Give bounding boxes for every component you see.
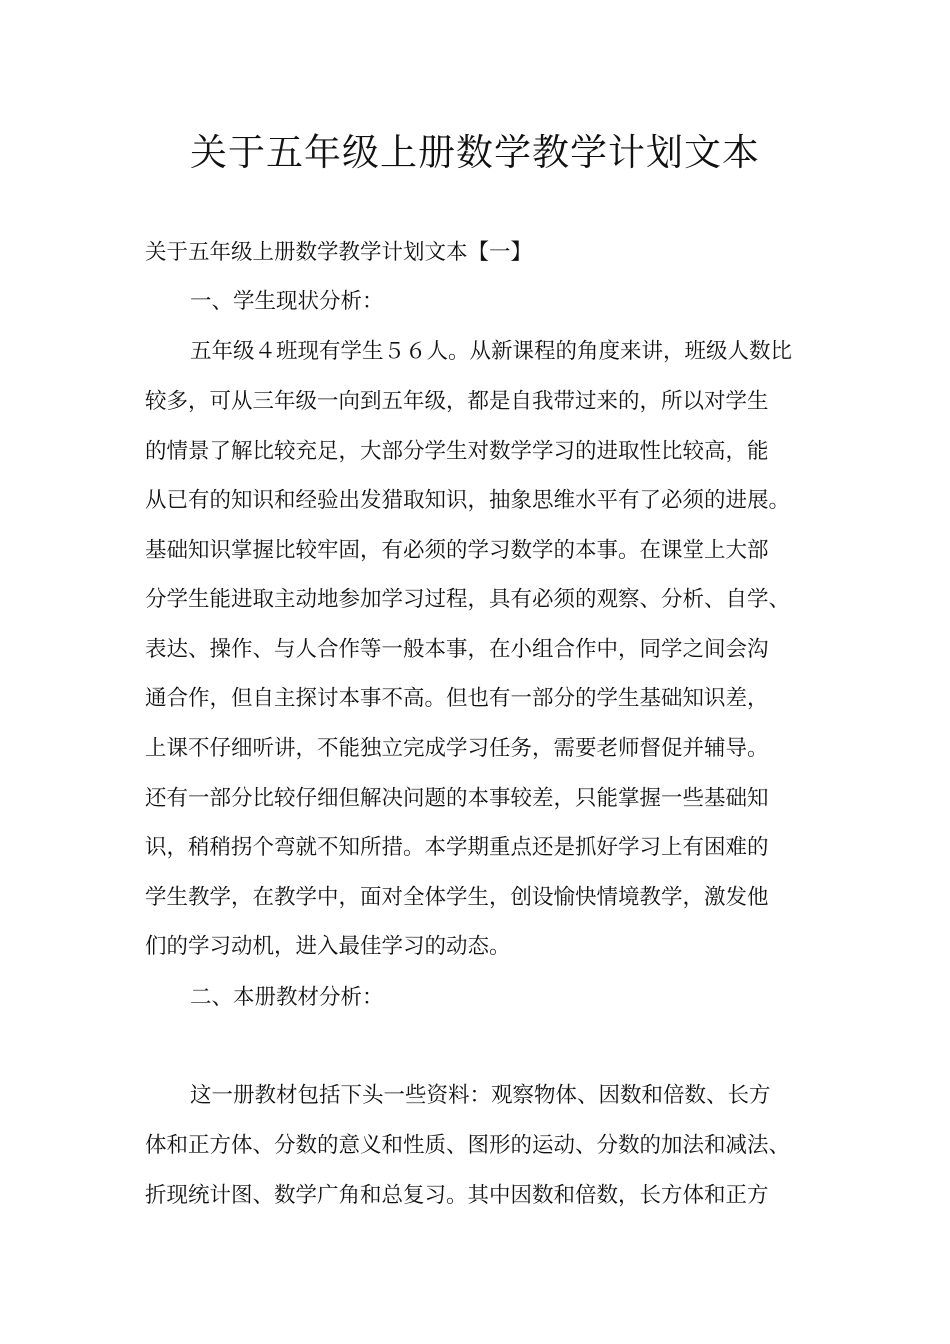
paragraph-line: 基础知识掌握比较牢固，有必须的学习数学的本事。在课堂上大部 bbox=[145, 538, 769, 563]
paragraph-line: 分学生能进取主动地参加学习过程，具有必须的观察、分析、自学、 bbox=[145, 587, 791, 612]
paragraph-line: 还有一部分比较仔细但解决问题的本事较差，只能掌握一些基础知 bbox=[145, 786, 769, 811]
paragraph-line: 折现统计图、数学广角和总复习。其中因数和倍数，长方体和正方 bbox=[145, 1183, 769, 1208]
paragraph-line: 体和正方体、分数的意义和性质、图形的运动、分数的加法和减法、 bbox=[145, 1133, 791, 1158]
paragraph-line: 的情景了解比较充足，大部分学生对数学学习的进取性比较高，能 bbox=[145, 439, 769, 464]
paragraph-line: 识，稍稍拐个弯就不知所措。本学期重点还是抓好学习上有困难的 bbox=[145, 835, 769, 860]
paragraph-line: 们的学习动机，进入最佳学习的动态。 bbox=[145, 934, 511, 959]
paragraph-line: 这一册教材包括下头一些资料：观察物体、因数和倍数、长方 bbox=[190, 1083, 771, 1108]
paragraph-line: 表达、操作、与人合作等一般本事，在小组合作中，同学之间会沟 bbox=[145, 637, 769, 662]
paragraph-line: 通合作，但自主探讨本事不高。但也有一部分的学生基础知识差， bbox=[145, 686, 769, 711]
paragraph-line: 上课不仔细听讲，不能独立完成学习任务，需要老师督促并辅导。 bbox=[145, 736, 769, 761]
paragraph-line: 从已有的知识和经验出发猎取知识，抽象思维水平有了必须的进展。 bbox=[145, 488, 791, 513]
document-subtitle: 关于五年级上册数学教学计划文本【一】 bbox=[145, 240, 533, 265]
section-heading-student-analysis: 一、学生现状分析： bbox=[190, 289, 384, 314]
paragraph-line: 五年级４班现有学生５６人。从新课程的角度来讲，班级人数比 bbox=[190, 339, 793, 364]
paragraph-line: 学生教学，在教学中，面对全体学生，创设愉快情境教学，激发他 bbox=[145, 885, 769, 910]
section-heading-textbook-analysis: 二、本册教材分析： bbox=[190, 985, 384, 1010]
paragraph-line: 较多，可从三年级一向到五年级，都是自我带过来的，所以对学生 bbox=[145, 389, 769, 414]
document-title: 关于五年级上册数学教学计划文本 bbox=[190, 131, 760, 174]
